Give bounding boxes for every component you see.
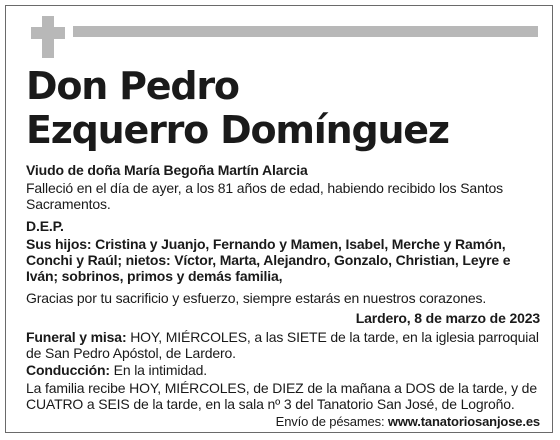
cross-icon bbox=[31, 16, 65, 58]
family-list: Sus hijos: Cristina y Juanjo, Fernando y Mamen, Isabel, Merche y Ramón, Conchi y Raúl; nietos: Víctor, Marta, Alejandro, Gonzalo, Christian, Leyre e Iván; sobrinos, primos y demás familia, bbox=[26, 236, 511, 284]
widower-line: Viudo de doña María Begoña Martín Alarcia bbox=[26, 162, 308, 178]
dep-label: D.E.P. bbox=[26, 218, 64, 234]
deceased-name bbox=[26, 64, 546, 152]
thanks-line: Gracias por tu sacrificio y esfuerzo, siempre estarás en nuestros corazones. bbox=[26, 290, 487, 306]
funeral-text: HOY, MIÉRCOLES, a las SIETE de la tarde, en la iglesia parroquial de San Pedro Apóstol, de Lardero. bbox=[26, 329, 539, 361]
conduccion-block bbox=[26, 362, 540, 378]
conduccion-text: En la intimidad. bbox=[109, 362, 207, 378]
header-rule bbox=[73, 26, 538, 37]
name-line-2: Ezquerro Domínguez bbox=[26, 108, 449, 152]
condolences-line bbox=[26, 414, 540, 430]
death-notice: Falleció en el día de ayer, a los 81 años de edad, habiendo recibido los Santos Sacramentos. bbox=[26, 180, 503, 212]
conduccion-label: Conducción: bbox=[26, 362, 110, 378]
funeral-block bbox=[26, 329, 540, 361]
funeral-label: Funeral y misa: bbox=[26, 329, 127, 345]
name-line-1: Don Pedro bbox=[26, 64, 239, 108]
condolences-url[interactable]: www.tanatoriosanjose.es bbox=[387, 414, 540, 429]
condolences-label: Envío de pésames: bbox=[275, 414, 388, 429]
place-date: Lardero, 8 de marzo de 2023 bbox=[355, 310, 540, 326]
reception-info: La familia recibe HOY, MIÉRCOLES, de DIEZ de la mañana a DOS de la tarde, y de CUATRO a SEIS de la tarde, en la sala nº 3 del Tanatorio San José, de Logroño. bbox=[26, 380, 537, 412]
